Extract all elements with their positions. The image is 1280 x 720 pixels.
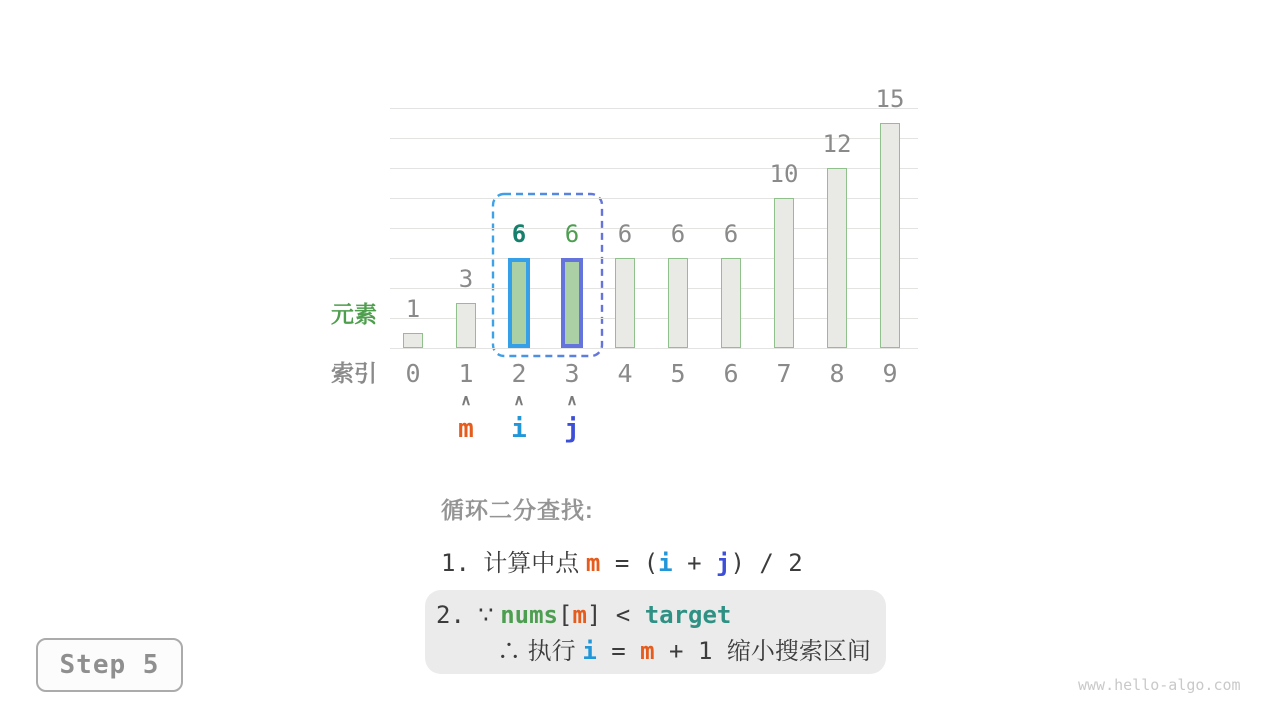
array-bar	[668, 258, 688, 348]
bar-value-label: 6	[617, 220, 633, 248]
index-axis-label: 索引	[331, 360, 377, 386]
watermark: www.hello-algo.com	[1078, 676, 1241, 694]
array-bar	[880, 123, 900, 348]
step-badge	[36, 638, 183, 692]
bar-index-label: 0	[405, 359, 421, 388]
i-pointer-arrow-icon: ∧	[513, 392, 525, 409]
bar-value-label: 6	[670, 220, 686, 248]
explanation-step-1: 1. 计算中点 m = (i + j) / 2	[441, 549, 803, 577]
bar-index-label: 2	[511, 359, 527, 388]
explanation-step-2-box	[425, 590, 886, 674]
bar-index-label: 9	[882, 359, 898, 388]
bar-index-label: 7	[776, 359, 792, 388]
step-2-condition: 2. ∵ nums[m] < target	[436, 601, 732, 629]
step-badge-label: Step 5	[59, 650, 160, 680]
array-bar	[403, 333, 423, 348]
i-pointer-label: i	[511, 414, 527, 444]
bar-index-label: 8	[829, 359, 845, 388]
bar-value-label: 6	[723, 220, 739, 248]
bar-index-label: 3	[564, 359, 580, 388]
array-bar	[721, 258, 741, 348]
x-axis-line	[390, 348, 918, 349]
bar-value-label: 15	[875, 85, 905, 113]
grid-line	[390, 108, 918, 109]
bar-value-label: 1	[405, 295, 421, 323]
bar-value-label: 6	[564, 220, 580, 248]
j-pointer-arrow-icon: ∧	[566, 392, 578, 409]
element-axis-label: 元素	[331, 301, 377, 327]
bar-index-label: 6	[723, 359, 739, 388]
m-pointer-label: m	[458, 414, 474, 444]
m-pointer-arrow-icon: ∧	[460, 392, 472, 409]
bar-index-label: 5	[670, 359, 686, 388]
bar-value-label: 10	[769, 160, 799, 188]
bar-value-label: 12	[822, 130, 852, 158]
array-bar	[456, 303, 476, 348]
array-bar	[615, 258, 635, 348]
array-bar	[774, 198, 794, 348]
explanation-title: 循环二分查找:	[441, 497, 594, 523]
step-2-action: ∴ 执行 i = m + 1 缩小搜索区间	[497, 637, 871, 665]
bar-index-label: 1	[458, 359, 474, 388]
array-bar-highlighted	[508, 258, 530, 348]
bar-value-label: 3	[458, 265, 474, 293]
bar-index-label: 4	[617, 359, 633, 388]
j-pointer-label: j	[564, 414, 580, 444]
array-bar	[827, 168, 847, 348]
bar-value-label: 6	[511, 220, 527, 248]
array-bar-highlighted	[561, 258, 583, 348]
